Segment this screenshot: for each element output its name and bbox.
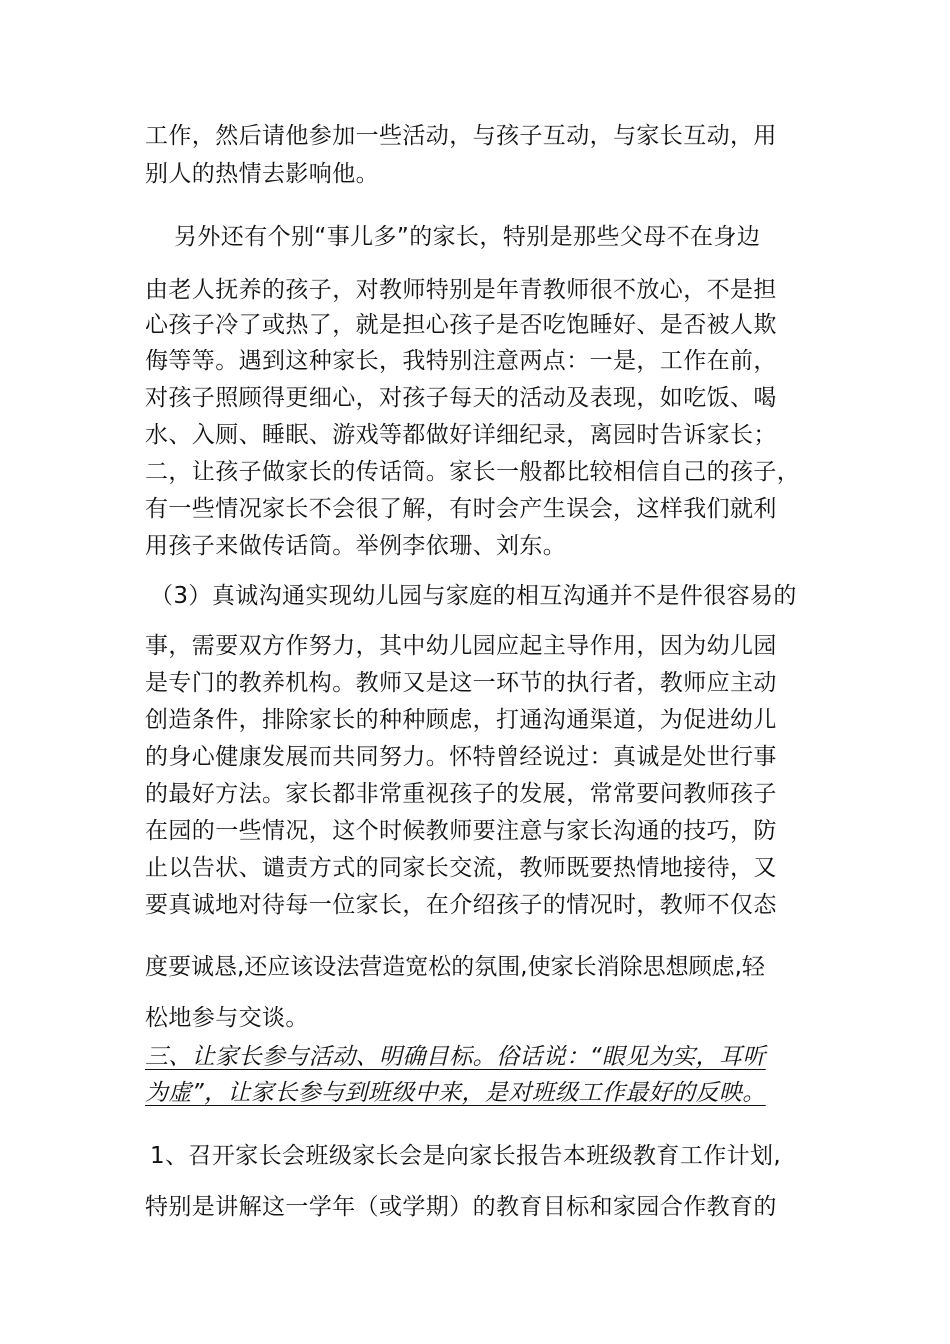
- paragraph-line: 事，需要双方作努力，其中幼儿园应起主导作用，因为幼儿园: [145, 633, 777, 659]
- paragraph-line: 要真诚地对待每一位家长，在介绍孩子的情况时，教师不仅态: [145, 892, 777, 918]
- paragraph-line: 对孩子照顾得更细心，对孩子每天的活动及表现，如吃饭、喝: [145, 385, 777, 411]
- paragraph-line: 工作，然后请他参加一些活动，与孩子互动，与家长互动，用: [145, 123, 777, 149]
- paragraph-line: 1、召开家长会班级家长会是向家长报告本班级教育工作计划,: [150, 1143, 782, 1169]
- paragraph-line: 二，让孩子做家长的传话筒。家长一般都比较相信自己的孩子，: [145, 459, 801, 485]
- paragraph-line: 创造条件，排除家长的种种顾虑，打通沟通渠道，为促进幼儿: [145, 707, 777, 733]
- section-heading-line: 三、让家长参与活动、明确目标。俗话说：“眼见为实，耳听: [145, 1044, 766, 1070]
- paragraph-line: 度要诚恳,还应该设法营造宽松的氛围,使家长消除思想顾虑,轻: [145, 954, 765, 980]
- paragraph-line: 止以告状、谴责方式的同家长交流，教师既要热情地接待，又: [145, 855, 777, 881]
- paragraph-line: 心孩子冷了或热了，就是担心孩子是否吃饱睡好、是否被人欺: [145, 312, 777, 338]
- paragraph-line: 是专门的教养机构。教师又是这一环节的执行者，教师应主动: [145, 670, 777, 696]
- paragraph-line: 的最好方法。家长都非常重视孩子的发展，常常要问教师孩子: [145, 781, 777, 807]
- paragraph-line: 另外还有个别“事儿多”的家长，特别是那些父母不在身边: [174, 224, 761, 250]
- paragraph-line: 在园的一些情况，这个时候教师要注意与家长沟通的技巧，防: [145, 818, 777, 844]
- paragraph-line: 别人的热情去影响他。: [145, 161, 379, 187]
- paragraph-line: 由老人抚养的孩子，对教师特别是年青教师很不放心，不是担: [145, 277, 777, 303]
- paragraph-line: 水、入厕、睡眠、游戏等都做好详细纪录，离园时告诉家长；: [145, 422, 777, 448]
- section-heading-line: 为虚”，让家长参与到班级中来，是对班级工作最好的反映。: [145, 1080, 766, 1106]
- paragraph-line: 用孩子来做传话筒。举例李依珊、刘东。: [145, 533, 567, 559]
- section-heading-line: （3）真诚沟通实现幼儿园与家庭的相互沟通并不是件很容易的: [150, 583, 797, 609]
- paragraph-line: 特别是讲解这一学年（或学期）的教育目标和家园合作教育的: [145, 1194, 777, 1220]
- paragraph-line: 松地参与交谈。: [145, 1005, 309, 1031]
- paragraph-line: 侮等等。遇到这种家长，我特别注意两点：一是，工作在前，: [145, 348, 777, 374]
- paragraph-line: 有一些情况家长不会很了解，有时会产生误会，这样我们就利: [145, 496, 777, 522]
- paragraph-line: 的身心健康发展而共同努力。怀特曾经说过：真诚是处世行事: [145, 744, 777, 770]
